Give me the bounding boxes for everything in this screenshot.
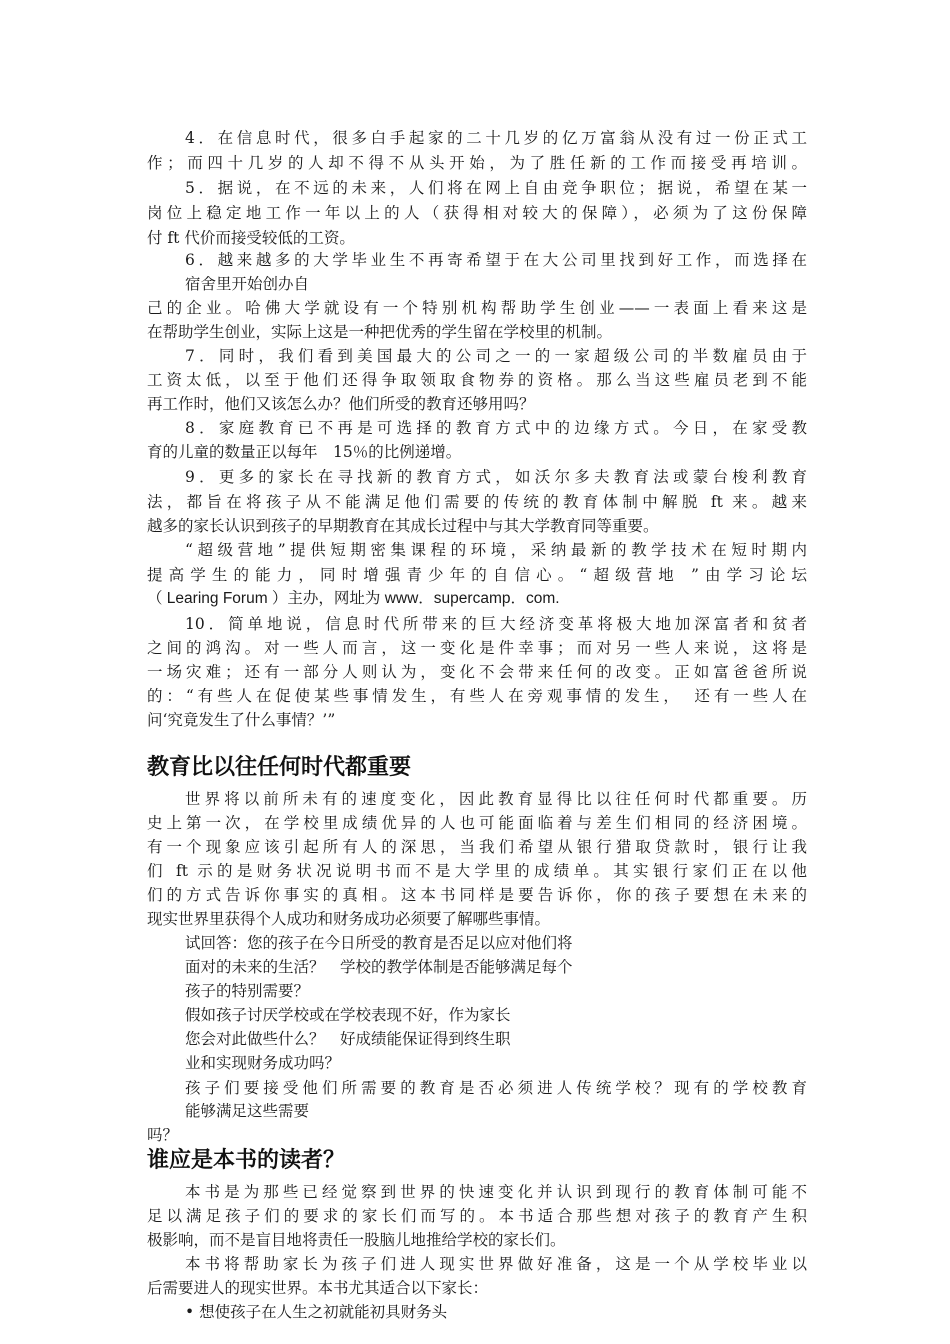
paragraph-line: 之间的鸿沟。对一些人而言，这一变化是件幸事；而对另一些人来说，这将是 <box>147 639 807 657</box>
paragraph-line: 能够满足这些需要 <box>185 1102 310 1120</box>
paragraph-line: 世界将以前所未有的速度变化，因此教育显得比以往任何时代都重要。历 <box>185 790 807 808</box>
paragraph-line: 9．更多的家长在寻找新的教育方式，如沃尔多夫教育法或蒙台梭利教育 <box>185 468 807 486</box>
paragraph-line: 一场灾难；还有一部分人则认为，变化不会带来任何的改变。正如富爸爸所说 <box>147 663 807 681</box>
paragraph-line: 假如孩子讨厌学校或在学校表现不好，作为家长 <box>185 1006 511 1024</box>
paragraph-line: 5．据说，在不远的未来，人们将在网上自由竞争职位；据说，希望在某一 <box>185 179 807 197</box>
paragraph-line: 业和实现财务成功吗？ <box>185 1054 341 1072</box>
paragraph-line: 极影响，而不是盲目地将责任一股脑儿地推给学校的家长们。 <box>147 1231 566 1249</box>
paragraph-line: 作；而四十几岁的人却不得不从头开始，为了胜任新的工作而接受再培训。 <box>147 154 807 172</box>
paragraph-line: 法，都旨在将孩子从不能满足他们需要的传统的教育体制中解脱 ft 来。越来 <box>147 493 807 511</box>
paragraph-line: 己的企业。哈佛大学就设有一个特别机构帮助学生创业——一表面上看来这是 <box>147 299 807 317</box>
paragraph-line: 岗位上稳定地工作一年以上的人（获得相对较大的保障），必须为了这份保障 <box>147 204 807 222</box>
paragraph-line: 史上第一次，在学校里成绩优异的人也可能面临着与差生们相同的经济困境。 <box>147 814 807 832</box>
paragraph-line: 提高学生的能力，同时增强青少年的自信心。“超级营地 ”由学习论坛 <box>147 566 807 584</box>
paragraph-line: 在帮助学生创业，实际上这是一种把优秀的学生留在学校里的机制。 <box>147 323 613 341</box>
paragraph-line: 们的方式告诉你事实的真相。这本书同样是要告诉你，你的孩子要想在未来的 <box>147 886 807 904</box>
paragraph-line: 的：“有些人在促使某些事情发生，有些人在旁观事情的发生， 还有一些人在 <box>147 687 807 705</box>
paragraph-line: 付 ft 代价而接受较低的工资。 <box>147 229 355 247</box>
paragraph-line: 您会对此做些什么？ 好成绩能保证得到终生职 <box>185 1030 511 1048</box>
paragraph-line: 吗？ <box>147 1126 179 1144</box>
bullet-item: • 想使孩子在人生之初就能初具财务头 <box>185 1303 448 1321</box>
paragraph-line: 工资太低，以至于他们还得争取领取食物券的资格。那么当这些雇员老到不能 <box>147 371 807 389</box>
paragraph-line: 8．家庭教育已不再是可选择的教育方式中的边缘方式。今日，在家受教 <box>185 419 807 437</box>
paragraph-line: 6．越来越多的大学毕业生不再寄希望于在大公司里找到好工作，而选择在 <box>185 251 807 269</box>
paragraph-line: 越多的家长认识到孩子的早期教育在其成长过程中与其大学教育同等重要。 <box>147 517 659 535</box>
paragraph-line: 育的儿童的数量正以每年 15％的比例递增。 <box>147 443 462 461</box>
paragraph-line: 面对的未来的生活？ 学校的教学体制是否能够满足每个 <box>185 958 573 976</box>
paragraph-line: 试回答：您的孩子在今日所受的教育是否足以应对他们将 <box>185 934 573 952</box>
paragraph-line: “超级营地”提供短期密集课程的环境，采纳最新的教学技术在短时期内 <box>185 541 807 559</box>
paragraph-line: 再工作时，他们又该怎么办？他们所受的教育还够用吗？ <box>147 395 535 413</box>
paragraph-line: 孩子的特别需要？ <box>185 982 310 1000</box>
paragraph-line: 有一个现象应该引起所有人的深思，当我们希望从银行猎取贷款时，银行让我 <box>147 838 807 856</box>
paragraph-line: 足以满足孩子们的要求的家长们而写的。本书适合那些想对孩子的教育产生积 <box>147 1207 807 1225</box>
section-heading: 教育比以往任何时代都重要 <box>147 755 412 780</box>
paragraph-line: 本书是为那些已经觉察到世界的快速变化并认识到现行的教育体制可能不 <box>185 1183 807 1201</box>
paragraph-line: 后需要进人的现实世界。本书尤其适合以下家长： <box>147 1279 489 1297</box>
paragraph-line: 4．在信息时代，很多白手起家的二十几岁的亿万富翁从没有过一份正式工 <box>185 129 807 147</box>
paragraph-line: （ Learing Forum ）主办，网址为 www．supercamp．com. <box>147 590 560 607</box>
paragraph-line: 7．同时，我们看到美国最大的公司之一的一家超级公司的半数雇员由于 <box>185 347 807 365</box>
paragraph-line: 本书将帮助家长为孩子们进人现实世界做好准备，这是一个从学校毕业以 <box>185 1255 807 1273</box>
paragraph-line: 宿舍里开始创办自 <box>185 275 310 293</box>
paragraph-line: 问‘究竟发生了什么事情？’” <box>147 711 336 729</box>
paragraph-line: 10．简单地说，信息时代所带来的巨大经济变革将极大地加深富者和贫者 <box>185 615 807 633</box>
section-heading: 谁应是本书的读者？ <box>147 1148 346 1173</box>
paragraph-line: 现实世界里获得个人成功和财务成功必须要了解哪些事情。 <box>147 910 551 928</box>
paragraph-line: 们 ft 示的是财务状况说明书而不是大学里的成绩单。其实银行家们正在以他 <box>147 862 807 880</box>
paragraph-line: 孩子们要接受他们所需要的教育是否必须进人传统学校？现有的学校教育 <box>185 1079 807 1097</box>
